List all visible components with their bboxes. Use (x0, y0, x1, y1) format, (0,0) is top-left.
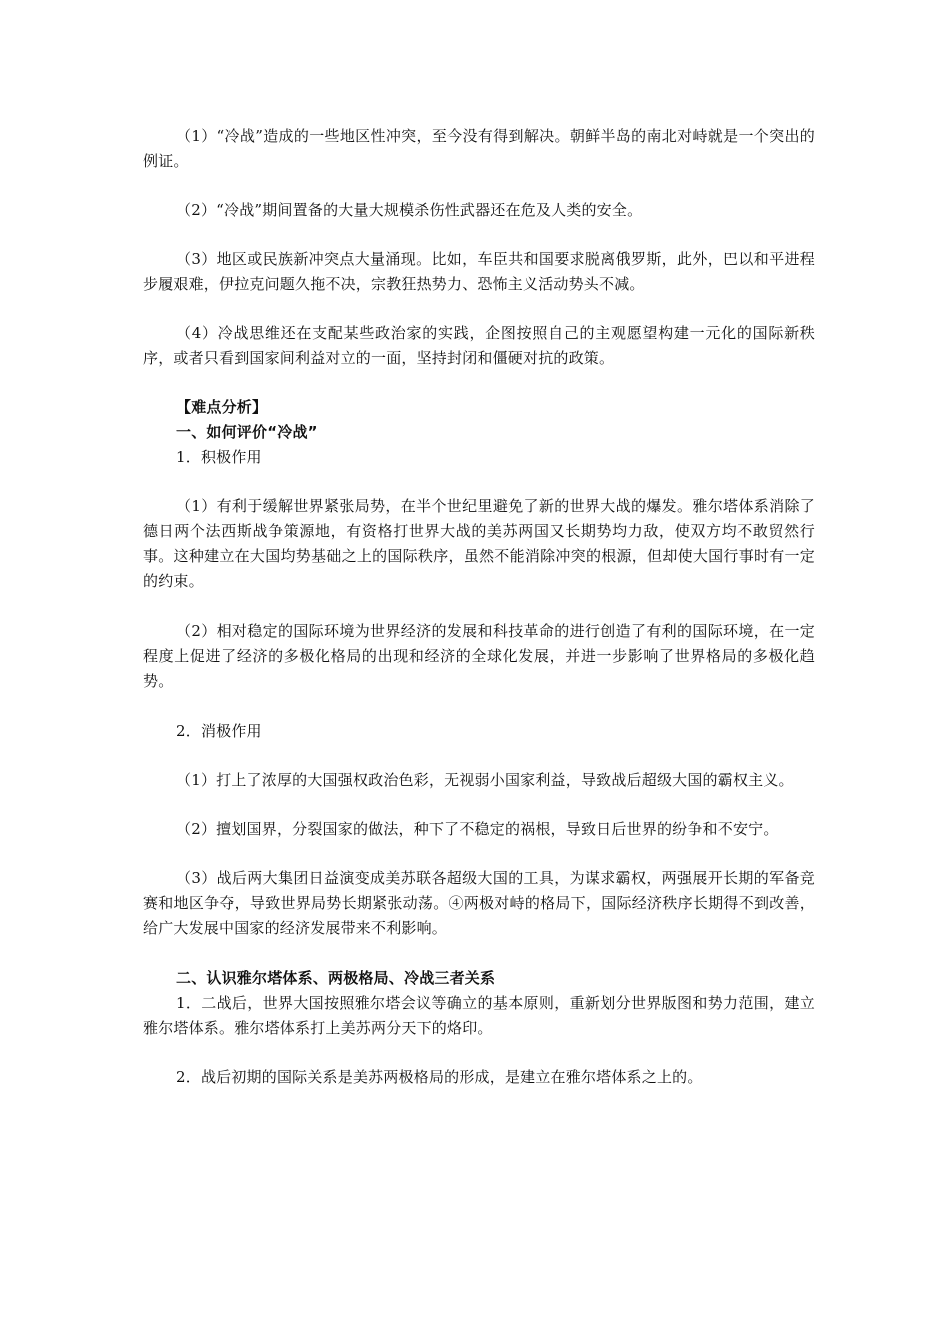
paragraph-negative-1: （1）打上了浓厚的大国强权政治色彩，无视弱小国家利益，导致战后超级大国的霸权主义。 (176, 771, 794, 789)
paragraph-negative-2: （2）擅划国界，分裂国家的做法，种下了不稳定的祸根，导致日后世界的纷争和不安宁。 (176, 820, 779, 838)
paragraph-negative-3: （3）战后两大集团日益演变成美苏联各超级大国的工具，为谋求霸权，两强展开长期的军备竞赛和地区争夺，导致世界局势长期紧张动荡。④两极对峙的格局下，国际经济秩序长期得不到改善，给广大发展中国家的经济发展带来不利影响。 (143, 869, 815, 937)
difficulty-analysis-heading: 【难点分析】 (176, 398, 268, 416)
document-page (143, 124, 815, 1090)
subheading-positive-effects: 1．积极作用 (176, 448, 262, 466)
paragraph-yalta-system: 1．二战后，世界大国按照雅尔塔会议等确立的基本原则，重新划分世界版图和势力范围，建立雅尔塔体系。雅尔塔体系打上美苏两分天下的烙印。 (143, 994, 815, 1037)
paragraph-positive-2: （2）相对稳定的国际环境为世界经济的发展和科技革命的进行创造了有利的国际环境，在一定程度上促进了经济的多极化格局的出现和经济的全球化发展，并进一步影响了世界格局的多极化趋势。 (143, 622, 815, 690)
paragraph-cold-war-thinking: （4）冷战思维还在支配某些政治家的实践，企图按照自己的主观愿望构建一元化的国际新秩序，或者只看到国家间利益对立的一面，坚持封闭和僵硬对抗的政策。 (143, 324, 815, 367)
paragraph-regional-conflicts: （1）“冷战”造成的一些地区性冲突，至今没有得到解决。朝鲜半岛的南北对峙就是一个突出的例证。 (143, 127, 815, 170)
section-heading-evaluate-cold-war: 一、如何评价“冷战” (176, 423, 318, 441)
paragraph-new-conflicts: （3）地区或民族新冲突点大量涌现。比如，车臣共和国要求脱离俄罗斯，此外，巴以和平进程步履艰难，伊拉克问题久拖不决，宗教狂热势力、恐怖主义活动势头不减。 (143, 250, 815, 293)
subheading-negative-effects: 2．消极作用 (176, 722, 262, 740)
section-heading-relationship: 二、认识雅尔塔体系、两极格局、冷战三者关系 (176, 969, 496, 987)
paragraph-bipolar-pattern: 2．战后初期的国际关系是美苏两极格局的形成，是建立在雅尔塔体系之上的。 (176, 1068, 703, 1086)
paragraph-weapons: （2）“冷战”期间置备的大量大规模杀伤性武器还在危及人类的安全。 (176, 201, 643, 219)
paragraph-positive-1: （1）有利于缓解世界紧张局势，在半个世纪里避免了新的世界大战的爆发。雅尔塔体系消除了德日两个法西斯战争策源地，有资格打世界大战的美苏两国又长期势均力敌，使双方均不敢贸然行事。这种建立在大国均势基础之上的国际秩序，虽然不能消除冲突的根源，但却使大国行事时有一定的约束。 (143, 497, 815, 590)
